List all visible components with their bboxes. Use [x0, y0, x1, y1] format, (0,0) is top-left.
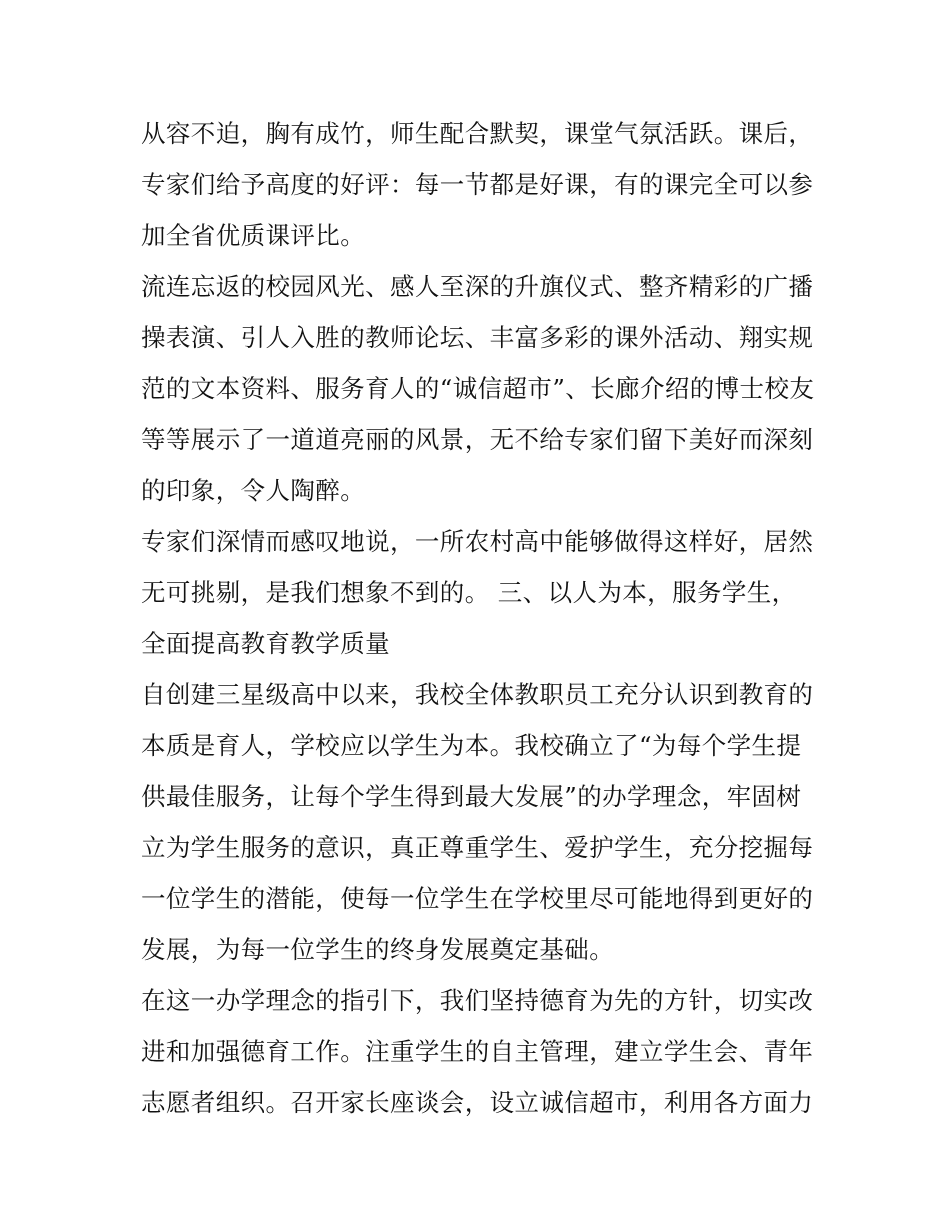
- text-line: 加全省优质课评比。: [141, 221, 366, 250]
- text-line: 从容不迫，胸有成竹，师生配合默契，课堂气氛活跃。课后，: [141, 119, 814, 148]
- text-line: 等等展示了一道道亮丽的风景，无不给专家们留下美好而深刻: [141, 425, 814, 454]
- text-line: 志愿者组织。召开家长座谈会，设立诚信超市，利用各方面力: [141, 1088, 814, 1117]
- text-line: 本质是育人，学校应以学生为本。我校确立了“为每个学生提: [141, 731, 802, 760]
- text-line: 进和加强德育工作。注重学生的自主管理，建立学生会、青年: [141, 1037, 814, 1066]
- text-line: 在这一办学理念的指引下，我们坚持德育为先的方针，切实改: [141, 986, 814, 1015]
- text-line: 全面提高教育教学质量: [141, 629, 390, 658]
- text-line: 无可挑剔，是我们想象不到的。 三、以人为本，服务学生，: [141, 578, 797, 607]
- text-line: 一位学生的潜能，使每一位学生在学校里尽可能地得到更好的: [141, 884, 814, 913]
- text-line: 的印象，令人陶醉。: [141, 476, 366, 505]
- text-line: 操表演、引人入胜的教师论坛、丰富多彩的课外活动、翔实规: [141, 323, 814, 352]
- text-line: 发展，为每一位学生的终身发展奠定基础。: [141, 935, 615, 964]
- text-line: 范的文本资料、服务育人的“诚信超市”、长廊介绍的博士校友: [141, 374, 815, 403]
- text-line: 专家们给予高度的好评：每一节都是好课，有的课完全可以参: [141, 170, 814, 199]
- document-body: [141, 108, 821, 1128]
- text-line: 供最佳服务，让每个学生得到最大发展”的办学理念，牢固树: [141, 782, 802, 811]
- text-line: 立为学生服务的意识，真正尊重学生、爱护学生，充分挖掘每: [141, 833, 814, 862]
- text-line: 自创建三星级高中以来，我校全体教职员工充分认识到教育的: [141, 680, 814, 709]
- text-line: 专家们深情而感叹地说，一所农村高中能够做得这样好，居然: [141, 527, 814, 556]
- text-line: 流连忘返的校园风光、感人至深的升旗仪式、整齐精彩的广播: [141, 272, 814, 301]
